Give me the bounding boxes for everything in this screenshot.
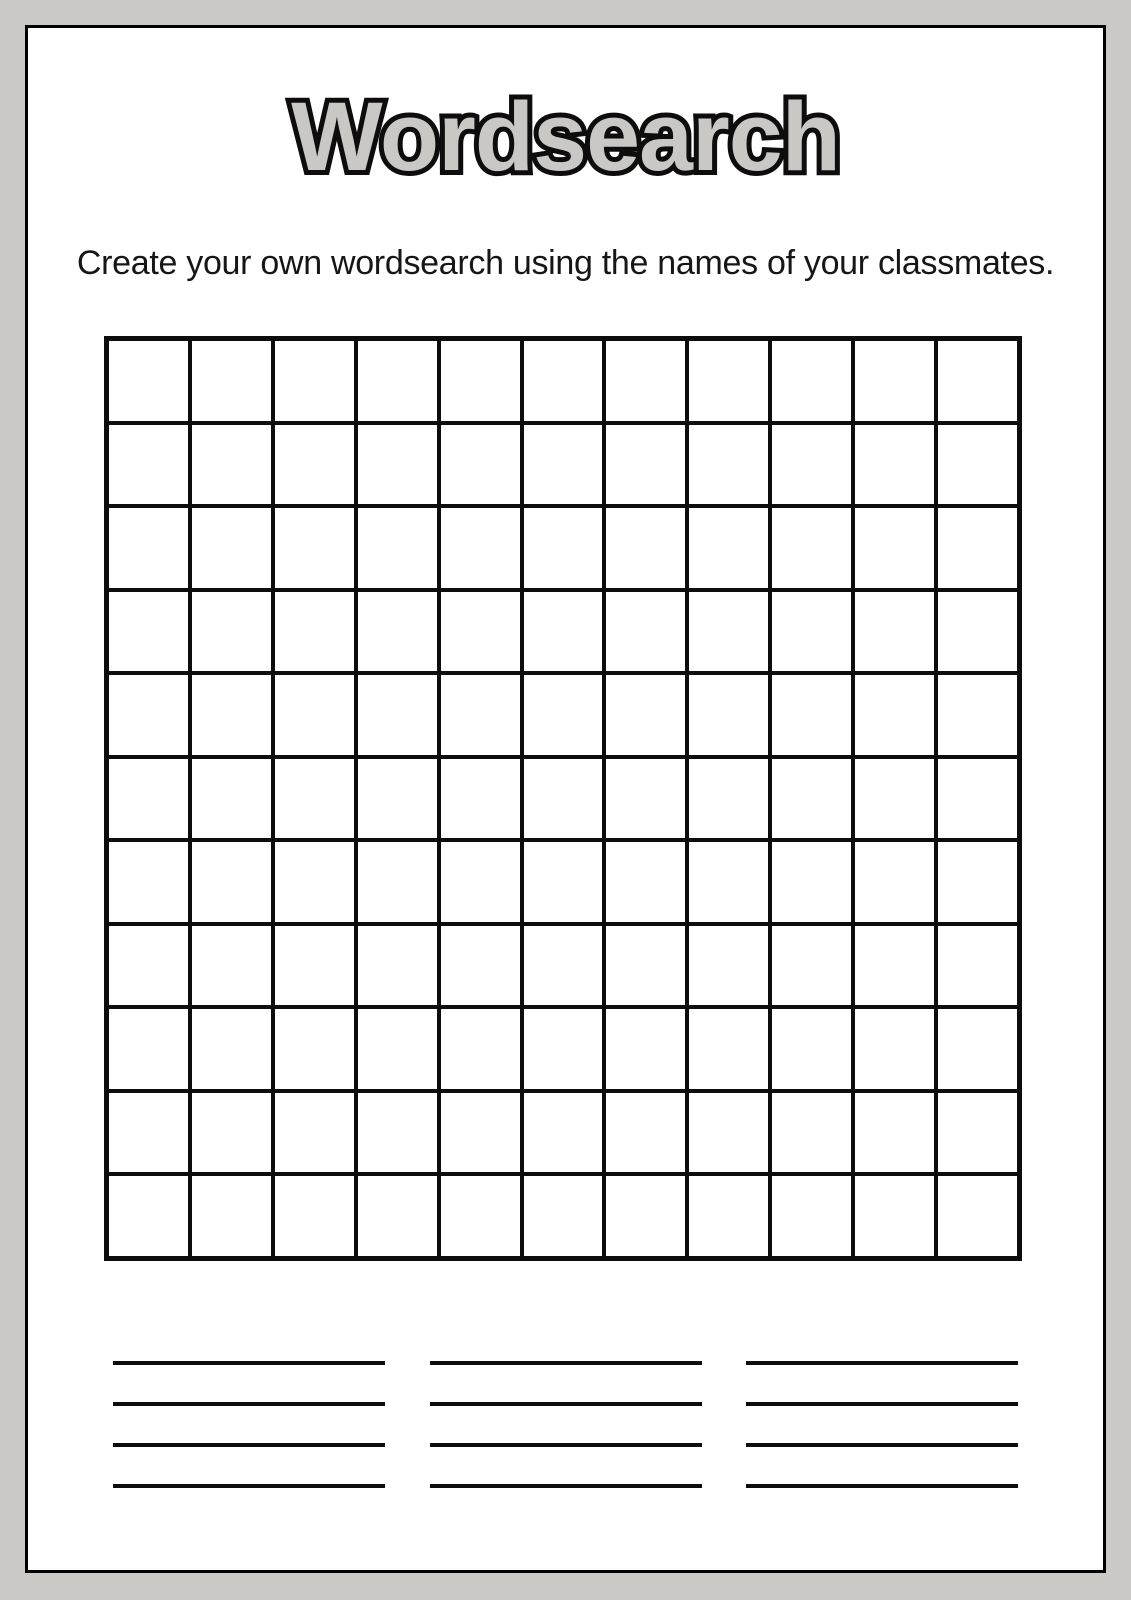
grid-cell xyxy=(441,592,520,672)
grid-cell xyxy=(772,842,851,922)
grid-cell xyxy=(275,341,354,421)
grid-cell xyxy=(275,508,354,588)
grid-cell xyxy=(606,1176,685,1256)
grid-cell xyxy=(689,842,768,922)
grid-cell xyxy=(689,341,768,421)
grid-cell xyxy=(109,759,188,839)
grid-cell xyxy=(938,842,1017,922)
grid-cell xyxy=(524,1093,603,1173)
grid-cell xyxy=(192,508,271,588)
grid-cell xyxy=(524,759,603,839)
grid-cell xyxy=(772,926,851,1006)
grid-cell xyxy=(524,341,603,421)
grid-cell xyxy=(358,341,437,421)
answer-line xyxy=(430,1443,702,1447)
grid-cell xyxy=(855,1009,934,1089)
grid-cell xyxy=(689,675,768,755)
grid-cell xyxy=(441,675,520,755)
grid-cell xyxy=(689,1009,768,1089)
grid-cell xyxy=(275,1176,354,1256)
grid-cell xyxy=(192,425,271,505)
grid-cell xyxy=(109,508,188,588)
answer-line xyxy=(113,1443,385,1447)
wordsearch-grid xyxy=(104,336,1022,1261)
grid-cell xyxy=(855,1176,934,1256)
answer-line xyxy=(746,1402,1018,1406)
grid-cell xyxy=(772,1009,851,1089)
answer-line-column xyxy=(113,1361,385,1488)
grid-cell xyxy=(192,675,271,755)
answer-line xyxy=(746,1361,1018,1365)
grid-cell xyxy=(109,341,188,421)
grid-cell xyxy=(109,926,188,1006)
grid-cell xyxy=(275,842,354,922)
answer-line-column xyxy=(746,1361,1018,1488)
grid-cell xyxy=(275,759,354,839)
grid-cell xyxy=(772,759,851,839)
grid-cell xyxy=(275,926,354,1006)
grid-cell xyxy=(192,341,271,421)
grid-cell xyxy=(524,508,603,588)
answer-line xyxy=(113,1484,385,1488)
grid-cell xyxy=(606,675,685,755)
grid-cell xyxy=(192,1009,271,1089)
grid-cell xyxy=(606,926,685,1006)
grid-cell xyxy=(606,1009,685,1089)
worksheet-page xyxy=(25,25,1106,1573)
grid-cell xyxy=(855,592,934,672)
grid-cell xyxy=(441,926,520,1006)
grid-cell xyxy=(855,1093,934,1173)
grid-cell xyxy=(109,675,188,755)
grid-cell xyxy=(855,926,934,1006)
grid-cell xyxy=(938,675,1017,755)
grid-cell xyxy=(772,425,851,505)
answer-line xyxy=(430,1361,702,1365)
answer-line-column xyxy=(430,1361,702,1488)
answer-line xyxy=(430,1402,702,1406)
grid-cell xyxy=(938,926,1017,1006)
answer-line xyxy=(113,1402,385,1406)
grid-cell xyxy=(938,1093,1017,1173)
grid-cell xyxy=(938,1176,1017,1256)
grid-cell xyxy=(855,842,934,922)
grid-cell xyxy=(772,341,851,421)
grid-cell xyxy=(524,675,603,755)
grid-cell xyxy=(938,425,1017,505)
grid-cell xyxy=(275,425,354,505)
grid-cell xyxy=(689,759,768,839)
grid-cell xyxy=(441,1093,520,1173)
grid-cell xyxy=(772,1176,851,1256)
grid-cell xyxy=(192,926,271,1006)
grid-cell xyxy=(358,425,437,505)
grid-cell xyxy=(109,425,188,505)
answer-lines-section xyxy=(113,1361,1018,1488)
grid-cell xyxy=(689,425,768,505)
grid-cell xyxy=(524,1176,603,1256)
grid-cell xyxy=(441,842,520,922)
grid-cell xyxy=(606,1093,685,1173)
grid-cell xyxy=(441,508,520,588)
grid-cell xyxy=(358,592,437,672)
grid-cell xyxy=(358,842,437,922)
grid-cell xyxy=(109,592,188,672)
grid-cell xyxy=(358,508,437,588)
grid-cell xyxy=(938,341,1017,421)
grid-cell xyxy=(606,425,685,505)
answer-line xyxy=(430,1484,702,1488)
grid-cell xyxy=(358,1176,437,1256)
grid-cell xyxy=(441,1176,520,1256)
grid-cell xyxy=(109,1176,188,1256)
grid-cell xyxy=(358,926,437,1006)
grid-cell xyxy=(689,1093,768,1173)
grid-cell xyxy=(855,759,934,839)
grid-cell xyxy=(524,592,603,672)
grid-cell xyxy=(109,842,188,922)
grid-cell xyxy=(358,1009,437,1089)
grid-cell xyxy=(441,425,520,505)
grid-cell xyxy=(358,675,437,755)
grid-cell xyxy=(358,759,437,839)
answer-line xyxy=(746,1443,1018,1447)
grid-cell xyxy=(855,675,934,755)
instruction-text: Create your own wordsearch using the names of your classmates. xyxy=(76,244,1055,282)
grid-cell xyxy=(441,1009,520,1089)
grid-cell xyxy=(275,1009,354,1089)
grid-cell xyxy=(109,1009,188,1089)
grid-cell xyxy=(689,1176,768,1256)
grid-cell xyxy=(772,1093,851,1173)
grid-cell xyxy=(441,341,520,421)
grid-cell xyxy=(606,508,685,588)
answer-line xyxy=(746,1484,1018,1488)
grid-cell xyxy=(524,926,603,1006)
grid-cell xyxy=(938,592,1017,672)
grid-cell xyxy=(109,1093,188,1173)
grid-cell xyxy=(938,1009,1017,1089)
grid-cell xyxy=(524,1009,603,1089)
grid-cell xyxy=(524,425,603,505)
worksheet-title: Wordsearch Wordsearch xyxy=(28,84,1103,191)
grid-cell xyxy=(275,675,354,755)
grid-cell xyxy=(689,926,768,1006)
answer-line xyxy=(113,1361,385,1365)
grid-cell xyxy=(192,842,271,922)
grid-cell xyxy=(192,1176,271,1256)
grid-cell xyxy=(358,1093,437,1173)
grid-cell xyxy=(192,592,271,672)
grid-cell xyxy=(938,759,1017,839)
grid-cell xyxy=(441,759,520,839)
grid-cell xyxy=(192,1093,271,1173)
grid-cell xyxy=(772,592,851,672)
grid-cell xyxy=(772,508,851,588)
grid-cell xyxy=(606,341,685,421)
grid-cell xyxy=(772,675,851,755)
grid-cell xyxy=(275,592,354,672)
grid-cell xyxy=(606,592,685,672)
grid-cell xyxy=(606,842,685,922)
grid-cell xyxy=(192,759,271,839)
grid-cell xyxy=(855,508,934,588)
grid-cell xyxy=(855,341,934,421)
grid-cell xyxy=(275,1093,354,1173)
grid-cell xyxy=(938,508,1017,588)
grid-cell xyxy=(689,592,768,672)
grid-cell xyxy=(855,425,934,505)
grid-cell xyxy=(606,759,685,839)
grid-cell xyxy=(524,842,603,922)
grid-cell xyxy=(689,508,768,588)
